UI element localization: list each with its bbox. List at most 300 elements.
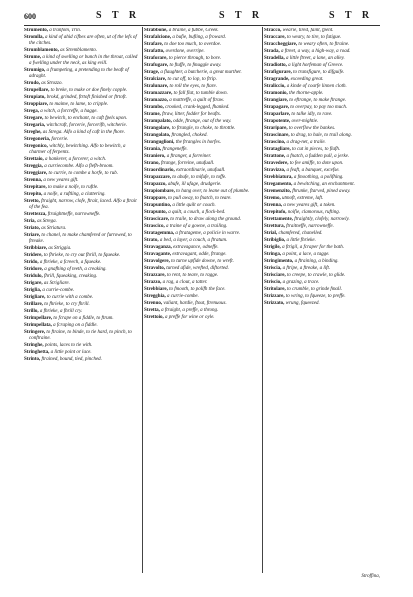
headword: Strascico, xyxy=(144,224,165,229)
dictionary-entry xyxy=(144,84,260,90)
headword: Stroppiare, xyxy=(24,102,49,107)
dictionary-entry xyxy=(24,343,140,349)
headword: Strigare, xyxy=(24,281,43,286)
dictionary-entry xyxy=(24,35,140,47)
headword: Strapazzo, xyxy=(144,182,167,187)
headword: Stridere, xyxy=(24,253,43,258)
dictionary-entry xyxy=(264,49,380,55)
headword: Strumigo, xyxy=(24,68,46,73)
definition: a fhrieke, a fhrill cry. xyxy=(38,309,83,314)
definition: a quilt, a couch, a flock-bed. xyxy=(166,210,226,215)
definition: as Strega. xyxy=(35,219,57,224)
definition: a bufie, bufling, a froward. xyxy=(171,35,226,40)
definition: to maime, to lame, to cripple. xyxy=(48,102,109,107)
definition: to doe too much, to overdoe. xyxy=(162,42,222,47)
definition: fhrill, fqueaking, creaking. xyxy=(42,274,98,279)
definition: valiant, hardie, ftout, ftrenuous. xyxy=(162,301,227,306)
dictionary-entry xyxy=(144,266,260,272)
column-3 xyxy=(264,28,380,558)
dictionary-entry xyxy=(24,68,140,80)
headword: Strumblamento, xyxy=(24,48,59,53)
headword: Straccare, xyxy=(264,35,286,40)
headword: Stracco, xyxy=(264,28,282,33)
definition: a fmoothing, a polifhing. xyxy=(292,175,344,180)
definition: to rent, to teare, to ragge. xyxy=(165,273,219,278)
dictionary-entry xyxy=(264,224,380,230)
definition: ftrange, forreine, unufuall. xyxy=(159,161,215,166)
dictionary-entry xyxy=(144,196,260,202)
dictionary-entry xyxy=(144,259,260,265)
headword: Strania, xyxy=(144,147,162,152)
definition: noifie, clamorous, rufting. xyxy=(286,210,340,215)
definition: a kind of swelling or bunch in the throat, called a fwelling under the neck, as king evill. xyxy=(29,55,138,66)
definition: ftrangled, choked. xyxy=(170,133,208,138)
dictionary-entry xyxy=(24,137,140,143)
definition: to chanel, to make chamfered or furrowed, to ftreake. xyxy=(29,233,132,244)
headword: Streggiare, xyxy=(24,171,48,176)
headword: Stringa, xyxy=(264,252,282,257)
headword: Stringhe, xyxy=(24,343,44,348)
dictionary-entry xyxy=(24,330,140,342)
definition: a noife, a ruftling, a clattering. xyxy=(42,192,106,197)
headword: Strudo, xyxy=(24,81,40,86)
definition: a little fhrieke. xyxy=(285,238,316,243)
definition: a rag, a clout, a tatter. xyxy=(161,280,208,285)
dictionary-entry xyxy=(264,252,380,258)
definition: points, laces to tie with. xyxy=(43,343,93,348)
headword: Striscia, xyxy=(264,266,282,271)
headword: Streghe, xyxy=(24,130,42,135)
definition: a ftraight, a preffe, a throng. xyxy=(159,308,219,313)
definition: a ftripe, a ftreake, a lift. xyxy=(281,266,331,271)
headword: Stranguglioni, xyxy=(144,140,175,145)
definition: a ftreet, a way, a high-way, a road. xyxy=(279,49,351,54)
definition: a ftratageme, a policie in warre. xyxy=(174,231,241,236)
definition: to weary often, to ftraine. xyxy=(297,42,350,47)
definition: ftraw, litter, fodder for beafts. xyxy=(160,112,222,117)
dictionary-entry xyxy=(144,147,260,153)
definition: crooked, crank-legged, fhanked. xyxy=(163,105,230,110)
definition: to drag, to hale, to trail along. xyxy=(289,133,352,138)
headword: Stravolgere, xyxy=(144,259,170,264)
dictionary-entry xyxy=(24,233,140,245)
headword: Striscio, xyxy=(264,280,282,285)
dictionary-entry xyxy=(264,231,380,237)
dictionary-entry xyxy=(264,196,380,202)
dictionary-entry xyxy=(144,42,260,48)
definition: to fhrieke, to cry out fhrill, to fqueake. xyxy=(42,253,121,258)
headword: Stravaganza, xyxy=(144,245,172,250)
headword: Strascinare, xyxy=(264,133,290,138)
dictionary-entry xyxy=(264,210,380,216)
dictionary-entry xyxy=(144,308,260,314)
headword: Strada, xyxy=(264,49,280,54)
dictionary-entry xyxy=(144,77,260,83)
definition: to cut off, to lop, to ftrip. xyxy=(166,77,217,82)
headword: Strafatto, xyxy=(144,49,165,54)
headword: Strazzo, xyxy=(144,280,162,285)
dictionary-entry xyxy=(24,95,140,101)
headword: Strizzare, xyxy=(264,294,285,299)
dictionary-entry xyxy=(144,63,260,69)
definition: to eftrange, to make ftrange. xyxy=(287,98,347,103)
definition: brokd, grinded, ftrtoft finished or ftrtoft. xyxy=(45,95,127,100)
headword: Strettamente, xyxy=(264,217,293,222)
definition: to abufe, to mifufe, to toffe. xyxy=(170,175,227,180)
definition: a feaft, a banquet, excefse. xyxy=(285,168,340,173)
headword: Strebbiare, xyxy=(144,287,168,292)
headword: Striato, xyxy=(24,226,40,231)
definition: the ftrangles in horfes. xyxy=(174,140,221,145)
headword: Strascino, xyxy=(264,140,286,145)
headword: Strigliare, xyxy=(24,295,46,300)
headword: Stringhetta, xyxy=(24,350,50,355)
definition: to turne upfide downe, to wreft. xyxy=(169,259,234,264)
dictionary-entry xyxy=(24,309,140,315)
dictionary-entry xyxy=(264,203,380,209)
dictionary-entry xyxy=(144,119,260,125)
headword: Stromlla, xyxy=(24,35,44,40)
headword: Stravedere, xyxy=(264,161,289,166)
headword: Straccheggiare, xyxy=(264,42,298,47)
headword: Strafare, xyxy=(144,42,163,47)
dictionary-entry xyxy=(24,88,140,94)
definition: chamfered, chanelled. xyxy=(277,231,323,236)
definition: ftraightneffe, narrowneffe. xyxy=(46,212,101,217)
column-2 xyxy=(144,28,260,573)
dictionary-entry xyxy=(144,35,260,41)
headword: Strettoio, xyxy=(144,315,164,320)
headword: Strappare, xyxy=(144,196,167,201)
dictionary-entry xyxy=(264,126,380,132)
headword: Strafigurare, xyxy=(264,70,292,75)
headword: Strapuntino, xyxy=(144,203,172,208)
dictionary-entry xyxy=(24,123,140,129)
dictionary-entry xyxy=(24,281,140,287)
catchword: Stroffina, xyxy=(361,574,380,579)
headword: Stramazzo, xyxy=(144,98,169,103)
headword: Strettezza, xyxy=(24,212,47,217)
dictionary-entry xyxy=(144,91,260,97)
headword: Strage, xyxy=(144,70,160,75)
dictionary-entry xyxy=(24,109,140,115)
headword: Stregare, xyxy=(24,116,44,121)
dictionary-entry xyxy=(144,175,260,181)
definition: to ftrangle, to choke, to throttle. xyxy=(170,126,236,131)
headword: Stregghia, xyxy=(144,294,166,299)
definition: a kind of ahid cifbes are often, ut of the lefs of the citches. xyxy=(29,35,137,46)
definition: to talke idly, to rave. xyxy=(290,112,333,117)
headword: Strimpellare, xyxy=(24,316,53,321)
headword: Stralunare, xyxy=(144,84,169,89)
dictionary-entry xyxy=(24,253,140,259)
definition: to currie, to combe a horfe, to rub. xyxy=(47,171,118,176)
headword: Strapagare, xyxy=(264,105,290,110)
headword: Stregamento, xyxy=(264,182,293,187)
column-divider xyxy=(262,27,263,573)
definition: over-mightie. xyxy=(290,119,319,124)
dictionary-entry xyxy=(264,56,380,62)
definition: a bewitching, an enchantment. xyxy=(292,182,355,187)
definition: to breke, to make or doe finely copple. xyxy=(49,88,128,93)
definition: as Striatura. xyxy=(39,226,67,231)
headword: Strupiato, xyxy=(24,95,46,100)
definition: extraordinarie, unufuall. xyxy=(174,168,226,173)
definition: to wring, to fqueeze, to preffe. xyxy=(284,294,346,299)
dictionary-entry xyxy=(264,217,380,223)
dictionary-entry xyxy=(144,154,260,160)
definition: to crumble, to grinde fmall. xyxy=(285,287,342,292)
definition: to fcrape on a fiddle, to ftrum. xyxy=(52,316,114,321)
dictionary-entry xyxy=(24,171,140,177)
dictionary-entry xyxy=(264,273,380,279)
dictionary-entry xyxy=(144,224,260,230)
headword: Straniero, xyxy=(144,154,166,159)
definition: a frumpeting, a pretending to the beaft of adraght. xyxy=(29,68,129,79)
headword: Stradella, xyxy=(264,56,285,61)
dictionary-entry xyxy=(144,273,260,279)
dictionary-entry xyxy=(144,245,260,251)
definition: to currie with a combe. xyxy=(45,295,94,300)
definition: a currie-combe. xyxy=(41,288,75,293)
headword: Strenna, xyxy=(264,203,283,208)
definition: to creepe, to crawle, to glide. xyxy=(285,273,346,278)
headword: Strangiare, xyxy=(264,98,288,103)
definition: witchcraft, forcerie, forcerifh, witcherie. xyxy=(45,123,127,128)
definition: a gnafhing of teeth, a creaking. xyxy=(42,267,107,272)
definition: exceeding great. xyxy=(289,77,324,82)
definition: a kinde of coarfe linnen cloth. xyxy=(285,84,347,89)
header-rule xyxy=(24,25,380,26)
dictionary-entry xyxy=(264,154,380,160)
headword: Stragrande, xyxy=(264,77,290,82)
dictionary-entry xyxy=(144,210,260,216)
dictionary-entry xyxy=(144,161,260,167)
headword: Strascicare, xyxy=(144,217,170,222)
headword: Strettaio, xyxy=(24,157,44,162)
headword: Stregoneria, xyxy=(24,137,51,142)
definition: witchly, bewitching. Alfo to bewitch, a charmer of ferpents. xyxy=(29,144,126,155)
headword: Stralciare, xyxy=(144,77,167,82)
headword: Stravagante, xyxy=(144,252,172,257)
headword: Stretta, xyxy=(144,308,160,313)
headword: Straparlare, xyxy=(264,112,291,117)
definition: forcerie. xyxy=(50,137,69,142)
dictionary-entry xyxy=(264,105,380,111)
definition: to cut in pieces, to flafh. xyxy=(290,147,341,152)
dictionary-entry xyxy=(144,315,260,321)
definition: a flaughter, a butcherie, a great murther. xyxy=(159,70,242,75)
definition: as Strega. Alfo a kind of caft in the fhore. xyxy=(41,130,125,135)
dictionary-entry xyxy=(24,219,140,225)
column-divider xyxy=(142,27,143,573)
definition: overdone, overripe. xyxy=(164,49,205,54)
definition: a ftraining, a binding. xyxy=(293,259,339,264)
headword: Strapotente, xyxy=(264,119,291,124)
headword: Strupellare, xyxy=(24,88,50,93)
definition: to ftraine, to binde, to tie hard, to pinch, to conftraine. xyxy=(29,330,132,341)
headword: Stringere, xyxy=(24,330,46,335)
definition: fhrunke, ftarved, pined away. xyxy=(290,189,351,194)
dictionary-entry xyxy=(24,323,140,329)
headword: Stridulo, xyxy=(24,274,43,279)
dictionary-entry xyxy=(144,56,260,62)
headword: Straliccio, xyxy=(264,84,286,89)
running-header xyxy=(24,10,380,24)
headword: Stretto, xyxy=(24,199,40,204)
definition: a mattreffe, a quilt of ftraw. xyxy=(168,98,225,103)
dictionary-entry xyxy=(264,77,380,83)
definition: to overflow the bankes. xyxy=(287,126,336,131)
definition: as Stremblamento. xyxy=(58,48,98,53)
headword: Straordinario, xyxy=(144,168,175,173)
dictionary-entry xyxy=(144,182,260,188)
headword: Strisciare, xyxy=(264,273,286,278)
dictionary-entry xyxy=(24,157,140,163)
headword: Strano, xyxy=(144,161,160,166)
definition: a little point or lace. xyxy=(49,350,92,355)
headword: Strume, xyxy=(24,55,42,60)
definition: wrung, fqueezed. xyxy=(284,301,320,306)
definition: ftraight, narrow, clofe, ftrait, laced. Alfo a ftrait of the fea. xyxy=(29,199,137,210)
dictionary-entry xyxy=(24,199,140,211)
dictionary-entry xyxy=(264,189,380,195)
definition: a fnatch, a fudden pull, a jerke. xyxy=(285,154,350,159)
dictionary-entry xyxy=(264,161,380,167)
headword: Stramazzare, xyxy=(144,91,173,96)
dictionary-entry xyxy=(264,175,380,181)
definition: a traine of a gowne, a trailing. xyxy=(164,224,228,229)
definition: to overpay, to pay too much. xyxy=(289,105,348,110)
dictionary-entry xyxy=(24,350,140,356)
headword: Strillare, xyxy=(24,302,43,307)
headword: Strebbiatura, xyxy=(264,175,293,180)
dictionary-entry xyxy=(264,238,380,244)
definition: to pierce through, to bore. xyxy=(167,56,222,61)
headword: Stravizzo, xyxy=(264,168,286,173)
definition: as Strigliare. xyxy=(42,281,70,286)
headword: Strapunto, xyxy=(144,210,167,215)
dictionary-entry xyxy=(144,140,260,146)
dictionary-entry xyxy=(264,294,380,300)
headword: Strepitofo, xyxy=(264,210,287,215)
dictionary-entry xyxy=(144,112,260,118)
dictionary-entry xyxy=(264,91,380,97)
column-heading-1: S T R xyxy=(96,10,141,21)
dictionary-entry xyxy=(24,212,140,218)
headword: Strabbone, xyxy=(144,28,168,33)
headword: Strenna, xyxy=(24,178,43,183)
dictionary-entry xyxy=(24,178,140,184)
headword: Stremenzito, xyxy=(264,189,291,194)
dictionary-entry xyxy=(144,301,260,307)
headword: Strapiombare, xyxy=(144,189,175,194)
dictionary-entry xyxy=(264,133,380,139)
definition: extravagance, odneffe. xyxy=(171,245,219,250)
headword: Streggia, xyxy=(24,164,43,169)
dictionary-entry xyxy=(264,98,380,104)
headword: Stremo, xyxy=(264,196,281,201)
dictionary-entry xyxy=(24,185,140,191)
headword: Stradiotto, xyxy=(264,63,287,68)
dictionary-entry xyxy=(144,133,260,139)
dictionary-entry xyxy=(144,126,260,132)
dictionary-entry xyxy=(144,168,260,174)
dictionary-entry xyxy=(24,302,140,308)
dictionary-entry xyxy=(264,84,380,90)
dictionary-entry xyxy=(24,260,140,266)
dictionary-entry xyxy=(264,147,380,153)
dictionary-entry xyxy=(264,28,380,34)
dictionary-entry xyxy=(24,28,140,34)
dictionary-entry xyxy=(144,28,260,34)
definition: a tranfom, Trin. xyxy=(48,28,81,33)
headword: Strinto, xyxy=(24,357,41,362)
dictionary-entry xyxy=(264,35,380,41)
definition: ftrangeneffe. xyxy=(161,147,188,152)
dictionary-entry xyxy=(144,231,260,237)
column-heading-2: S T R xyxy=(219,10,264,21)
dictionary-entry xyxy=(24,295,140,301)
headword: Stribiglio, xyxy=(264,238,286,243)
dictionary-entry xyxy=(264,42,380,48)
definition: a drag-net, a traile. xyxy=(285,140,326,145)
definition: to weary, to tire, to fatigue. xyxy=(285,35,342,40)
definition: ftraightly, clofely, narrowly. xyxy=(292,217,350,222)
dictionary-page xyxy=(24,10,380,585)
definition: to fall flat, to tumble down. xyxy=(172,91,228,96)
headword: Strafalcione, xyxy=(144,35,172,40)
dictionary-entry xyxy=(24,144,140,156)
dictionary-entry xyxy=(264,70,380,76)
definition: to make a noife, to ruftle. xyxy=(46,185,99,190)
dictionary-entry xyxy=(264,63,380,69)
headword: Strumento, xyxy=(24,28,49,33)
dictionary-entry xyxy=(144,217,260,223)
page-number: 600 xyxy=(24,12,36,21)
dictionary-entry xyxy=(264,280,380,286)
headword: Straforare, xyxy=(144,56,168,61)
definition: wearie, tired, faint, fpent. xyxy=(281,28,334,33)
definition: a currie-combe. xyxy=(165,294,199,299)
headword: Stritolare, xyxy=(264,287,286,292)
column-1 xyxy=(24,28,140,573)
dictionary-entry xyxy=(144,287,260,293)
dictionary-entry xyxy=(264,287,380,293)
headword: Strangolare, xyxy=(144,126,171,131)
definition: a point, a lace, a tagge. xyxy=(281,252,330,257)
headword: Striare, xyxy=(24,233,41,238)
dictionary-entry xyxy=(144,105,260,111)
definition: a fcraping on a fiddle. xyxy=(51,323,98,328)
headword: Strame, xyxy=(144,112,161,117)
definition: to ftuffe, to fmuggle away. xyxy=(168,63,222,68)
dictionary-entry xyxy=(144,252,260,258)
headword: Stravolto, xyxy=(144,266,165,271)
headword: Strafugare, xyxy=(144,63,169,68)
definition: a hankerer, a forcerer, a witch. xyxy=(43,157,107,162)
definition: as Striggia. xyxy=(47,246,72,251)
headword: Strattone, xyxy=(264,154,286,159)
definition: to bewitch, to enchant, to caft fpels upon. xyxy=(43,116,128,121)
headword: Strega, xyxy=(24,109,40,114)
definition: a ftrigil, a fcraper for the bath. xyxy=(280,245,345,250)
definition: odde, ftrange, out of the way. xyxy=(171,119,232,124)
definition: ftraitneffe, narrowneffe. xyxy=(284,224,334,229)
headword: Stratagemma, xyxy=(144,231,175,236)
definition: a braine, a fubbe, Greek. xyxy=(167,28,219,33)
definition: to fmooth, to polifh the face. xyxy=(167,287,226,292)
